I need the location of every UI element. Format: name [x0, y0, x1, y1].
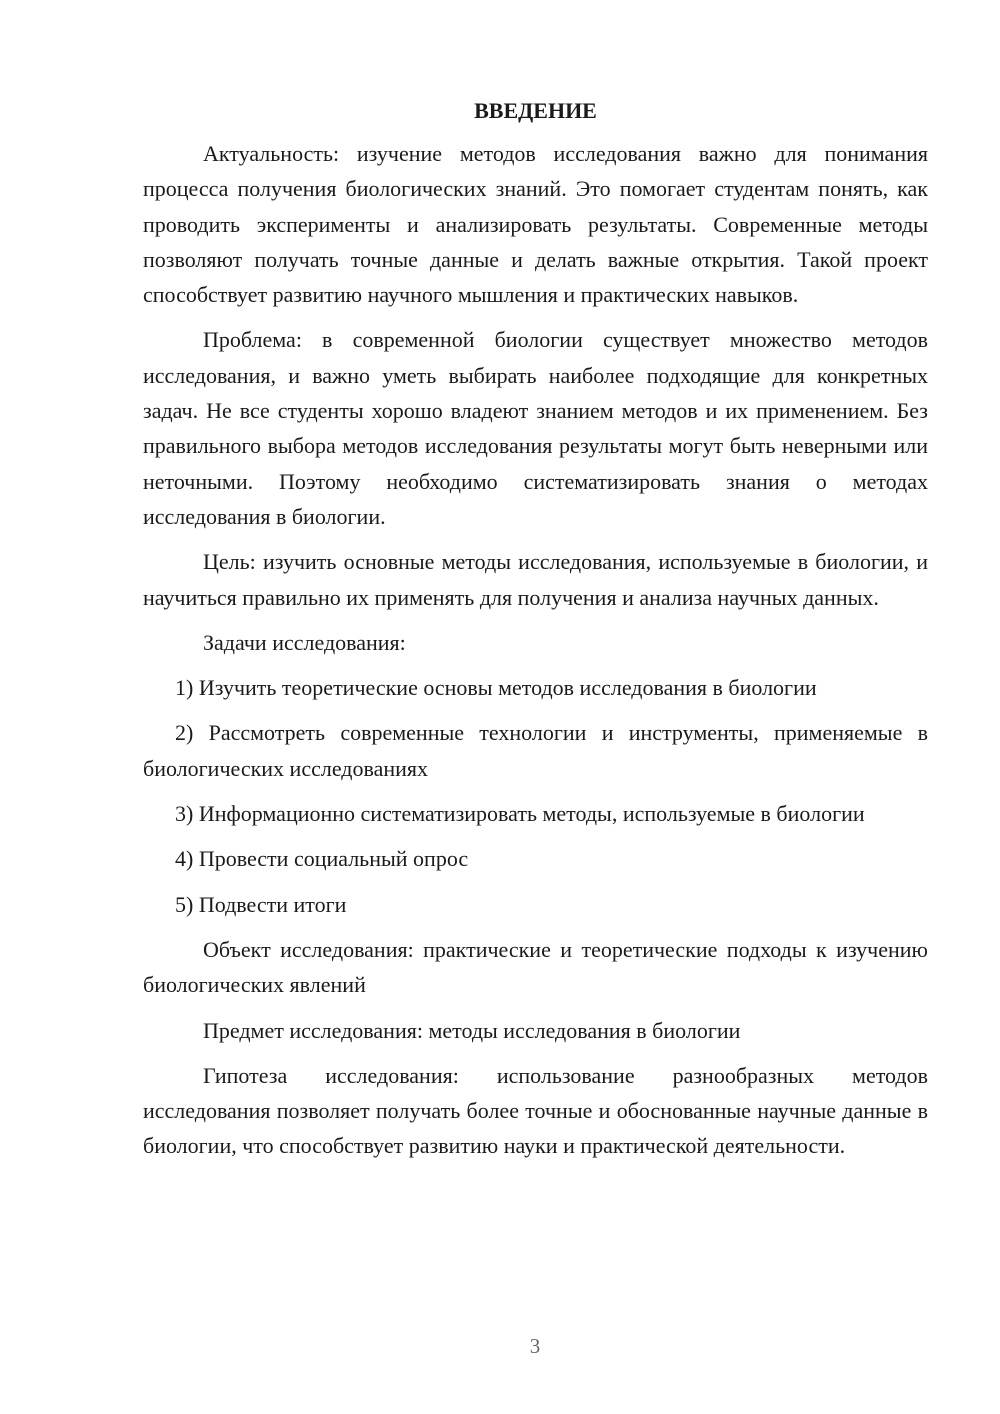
task-item-4: 4) Провести социальный опрос — [175, 846, 469, 872]
paragraph-hypothesis: Гипотеза исследования: использование разнообразных методов исследования позволяет получать более точные и обоснованные научные данные в биологии, что способствует развитию науки и практической деятельности. — [143, 1062, 928, 1159]
document-body — [143, 96, 928, 1164]
paragraph-goal: Цель: изучить основные методы исследования, используемые в биологии, и научиться правильно их применять для получения и анализа научных данных. — [143, 549, 928, 610]
task-item-3: 3) Информационно систематизировать методы, используемые в биологии — [175, 801, 865, 827]
task-item-2: 2) Рассмотреть современные технологии и инструменты, применяемые в биологических исследованиях — [143, 720, 928, 781]
paragraph-relevance: Актуальность: изучение методов исследования важно для понимания процесса получения биологических знаний. Это помогает студентам понять, как проводить эксперименты и анализировать результаты. Современные методы позволяют получать точные данные и делать важные открытия. Такой проект способствует развитию научного мышления и практических навыков. — [143, 141, 928, 308]
task-item-5: 5) Подвести итоги — [175, 891, 347, 917]
paragraph-object: Объект исследования: практические и теоретические подходы к изучению биологических явлений — [143, 936, 928, 998]
section-title: ВВЕДЕНИЕ — [474, 98, 597, 123]
paragraph-problem: Проблема: в современной биологии существует множество методов исследования, и важно уметь выбирать наиболее подходящие для конкретных задач. Не все студенты хорошо владеют знанием методов и их применением. Без правильного выбора методов исследования результаты могут быть неверными или неточными. Поэтому необходимо систематизировать знания о методах исследования в биологии. — [143, 327, 928, 529]
page-number: 3 — [529, 1334, 541, 1358]
tasks-heading: Задачи исследования: — [203, 629, 406, 655]
paragraph-subject: Предмет исследования: методы исследования в биологии — [203, 1017, 741, 1043]
task-item-1: 1) Изучить теоретические основы методов исследования в биологии — [175, 675, 817, 701]
